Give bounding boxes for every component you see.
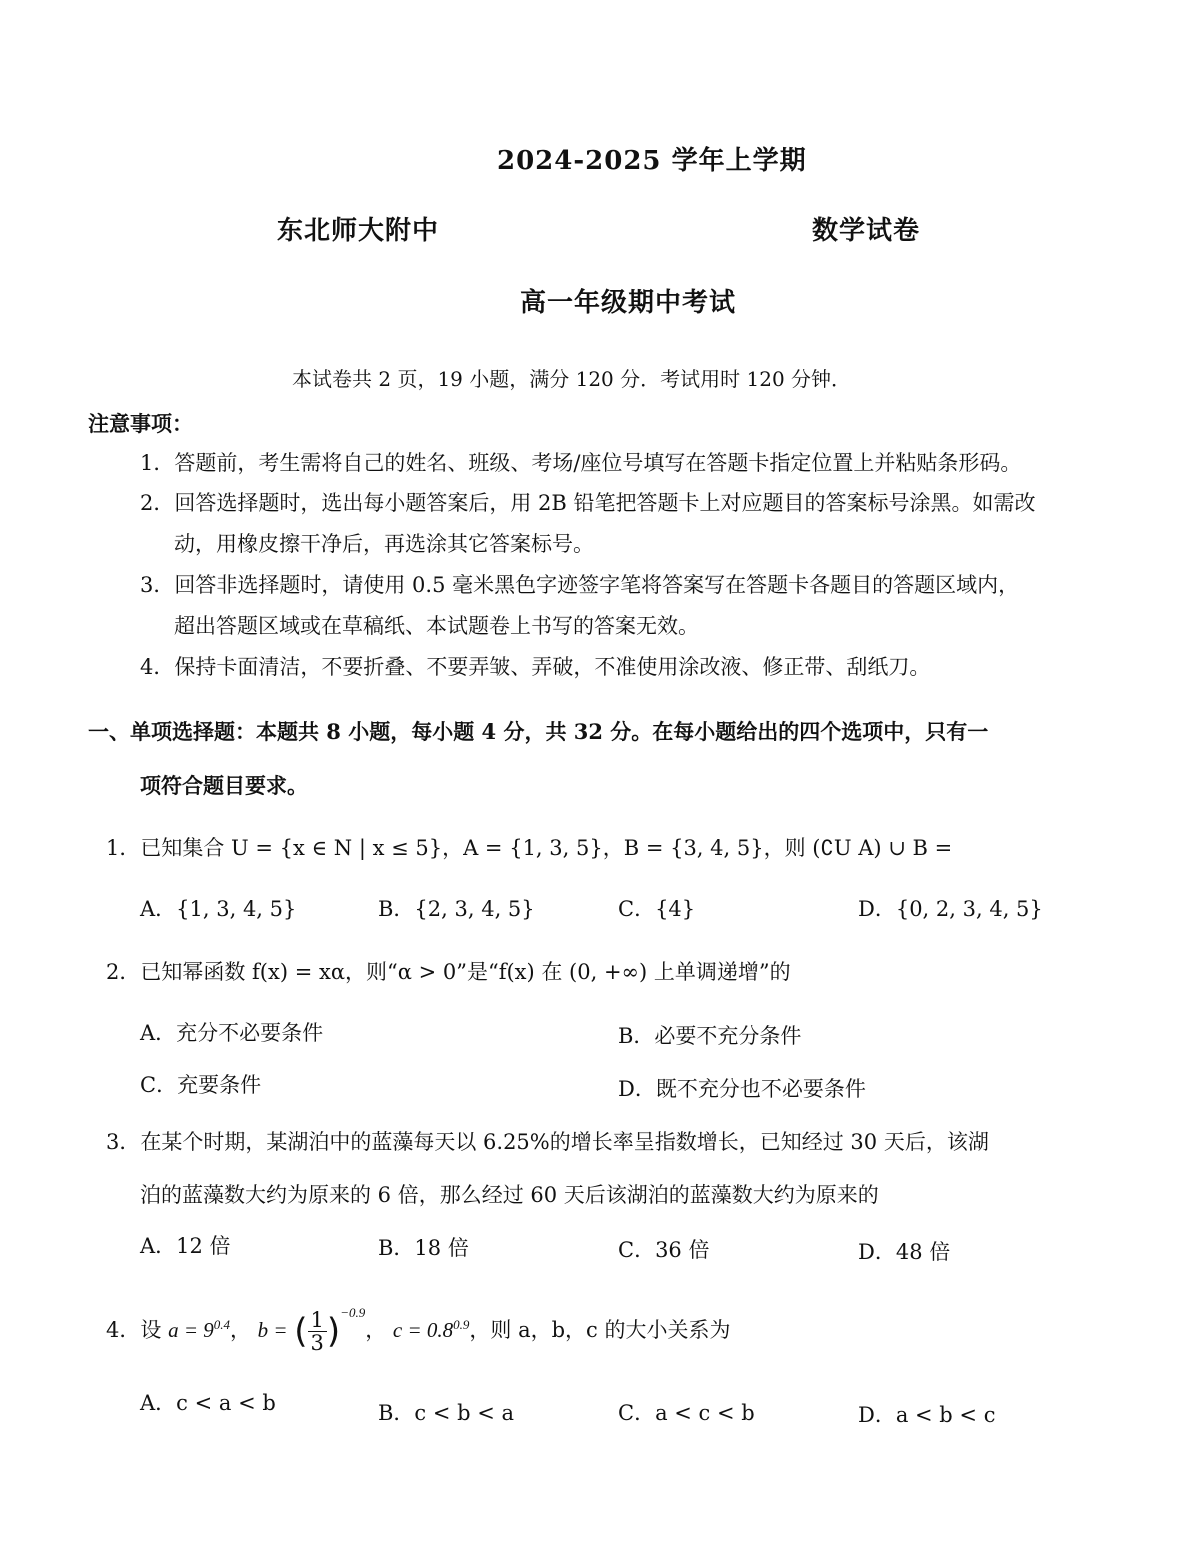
q4-option-d: D．a < b < c [858, 1403, 996, 1427]
notice-item: 4．保持卡面清洁，不要折叠、不要弄皱、弄破，不准使用涂改液、修正带、刮纸刀。 [140, 655, 931, 679]
question-2-stem: 2．已知幂函数 f(x) = xα，则“α > 0”是“f(x) 在 (0, +∞) 上单调递增”的 [106, 960, 791, 984]
question-4-stem: 4．设 $a = 9^{0.4}$， b = ( $\frac{1}{3}$ )$^{-0.9}$， $c = 0.8^{0.9}$，则 a，b，c 的大小关系为 [106, 1305, 731, 1355]
notice-item: 3．回答非选择题时，请使用 0.5 毫米黑色字迹签字笔将答案写在答题卡各题目的答题区域内， [140, 573, 1020, 597]
notice-item-cont: 超出答题区域或在草稿纸、本试题卷上书写的答案无效。 [174, 614, 699, 638]
q2-option-d: D．既不充分也不必要条件 [618, 1077, 866, 1101]
notice-item-cont: 动，用橡皮擦干净后，再选涂其它答案标号。 [174, 532, 594, 556]
section-heading-cont: 项符合题目要求。 [140, 773, 308, 798]
q2-option-b: B．必要不充分条件 [618, 1024, 802, 1048]
notice-title: 注意事项： [88, 411, 193, 436]
notice-item: 2．回答选择题时，选出每小题答案后，用 2B 铅笔把答题卡上对应题目的答案标号涂黑。如需改 [140, 491, 1036, 515]
q4-option-c: C．a < c < b [618, 1401, 755, 1425]
q2-option-a: A．充分不必要条件 [140, 1021, 324, 1045]
question-1-stem: 1．已知集合 U = {x ∈ N | x ≤ 5}，A = {1, 3, 5}，B = {3, 4, 5}，则 (∁U A) ∪ B = [106, 836, 953, 860]
q3-option-a: A．12 倍 [140, 1234, 231, 1258]
exam-title: 高一年级期中考试 [520, 288, 737, 318]
exam-info: 本试卷共 2 页，19 小题，满分 120 分．考试用时 120 分钟． [292, 367, 852, 391]
q4-prefix: 4．设 [106, 1318, 162, 1342]
q4-b-denominator: 3 [310, 1331, 324, 1355]
question-3-stem-cont: 泊的蓝藻数大约为原来的 6 倍，那么经过 60 天后该湖泊的蓝藻数大约为原来的 [140, 1183, 879, 1207]
q4-option-a: A．c < a < b [140, 1391, 276, 1415]
question-3-stem: 3．在某个时期，某湖泊中的蓝藻每天以 6.25%的增长率呈指数增长，已知经过 30 天后，该湖 [106, 1130, 989, 1154]
q2-option-c: C．充要条件 [140, 1073, 262, 1097]
q4-c-expr: c = 0.8 [392, 1318, 454, 1342]
term-title: 2024-2025 学年上学期 [497, 146, 807, 176]
q1-option-b: B．{2, 3, 4, 5} [378, 897, 535, 921]
q4-b-exponent: −0.9 [340, 1305, 366, 1320]
right-paren: ) [326, 1311, 341, 1352]
q4-suffix: ，则 a，b，c 的大小关系为 [469, 1318, 731, 1342]
q4-c-exponent: 0.9 [453, 1317, 470, 1332]
subject-title: 数学试卷 [812, 216, 921, 246]
q3-option-c: C．36 倍 [618, 1238, 710, 1262]
q4-b-fraction [308, 1309, 327, 1354]
q1-option-c: C．{4} [618, 897, 696, 921]
q3-option-b: B．18 倍 [378, 1236, 469, 1260]
q4-a-exponent: 0.4 [213, 1317, 230, 1332]
q1-option-a: A．{1, 3, 4, 5} [140, 897, 297, 921]
q4-option-b: B．c < b < a [378, 1401, 515, 1425]
section-heading: 一、单项选择题：本题共 8 小题，每小题 4 分，共 32 分。在每小题给出的四个选项中，只有一 [88, 719, 989, 744]
q4-a-expr: a = 9 [168, 1318, 214, 1342]
notice-item: 1．答题前，考生需将自己的姓名、班级、考场/座位号填写在答题卡指定位置上并粘贴条形码。 [140, 451, 1022, 475]
school-name: 东北师大附中 [277, 216, 440, 246]
q1-option-d: D．{0, 2, 3, 4, 5} [858, 897, 1043, 921]
left-paren: ( [294, 1311, 308, 1352]
q4-b-lhs: b = [257, 1318, 288, 1342]
q4-b-numerator: 1 [308, 1309, 327, 1332]
q3-option-d: D．48 倍 [858, 1240, 951, 1264]
